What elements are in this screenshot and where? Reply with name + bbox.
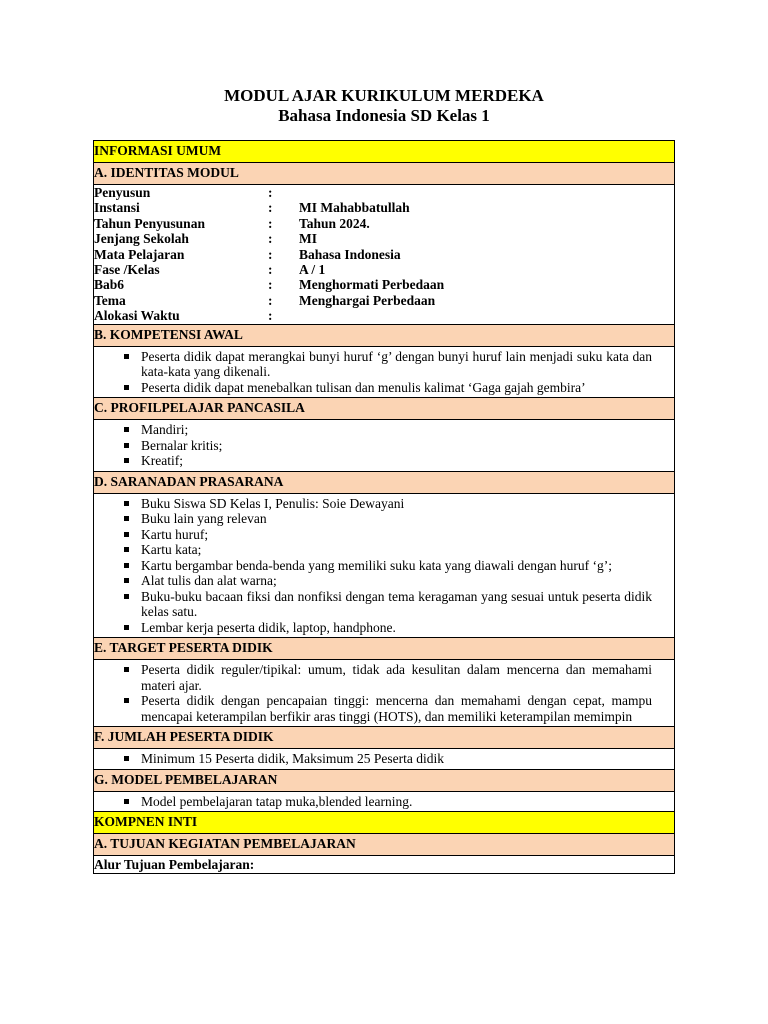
- model-body: [94, 791, 675, 812]
- target-body: [94, 660, 675, 727]
- identitas-label: Bab6: [94, 277, 125, 293]
- jumlah-list: [94, 749, 674, 769]
- title-line-2: Bahasa Indonesia SD Kelas 1: [278, 106, 490, 125]
- identitas-label: Fase /Kelas: [94, 262, 160, 278]
- list-item: Peserta didik dapat menebalkan tulisan dan menulis kalimat ‘Gaga gajah gembira’: [122, 380, 652, 396]
- identitas-row: [94, 308, 674, 323]
- identitas-row: [94, 200, 674, 215]
- model-list: [94, 792, 674, 812]
- title-line-1: MODUL AJAR KURIKULUM MERDEKA: [224, 86, 544, 105]
- identitas-value: [299, 185, 674, 200]
- list-item: Mandiri;: [122, 422, 652, 438]
- identitas-colon: :: [268, 277, 273, 293]
- alur-tujuan-label: Alur Tujuan Pembelajaran:: [94, 856, 675, 874]
- profil-heading: C. PROFILPELAJAR PANCASILA: [94, 398, 675, 420]
- module-table: [93, 140, 675, 874]
- identitas-value: Menghormati Perbedaan: [299, 277, 445, 293]
- identitas-value: MI: [299, 231, 317, 247]
- identitas-body: [94, 185, 675, 325]
- kompetensi-heading: B. KOMPETENSI AWAL: [94, 324, 675, 346]
- identitas-row: [94, 262, 674, 277]
- list-item: Bernalar kritis;: [122, 438, 652, 454]
- identitas-colon: :: [268, 185, 273, 200]
- identitas-label: Tema: [94, 292, 126, 308]
- identitas-row: [94, 293, 674, 308]
- target-list: [94, 660, 674, 726]
- identitas-value: [299, 308, 674, 323]
- list-item: Buku Siswa SD Kelas I, Penulis: Soie Dewayani: [122, 496, 652, 512]
- identitas-heading: A. IDENTITAS MODUL: [94, 163, 675, 185]
- list-item: Lembar kerja peserta didik, laptop, handphone.: [122, 620, 652, 636]
- profil-list: [94, 420, 674, 471]
- identitas-colon: :: [268, 308, 273, 324]
- identitas-value: Menghargai Perbedaan: [299, 292, 436, 308]
- identitas-colon: :: [268, 246, 273, 262]
- list-item: Buku lain yang relevan: [122, 511, 652, 527]
- identitas-colon: :: [268, 262, 273, 278]
- identitas-label: Penyusun: [94, 185, 151, 200]
- sarana-heading: D. SARANADAN PRASARANA: [94, 471, 675, 493]
- list-item: Kartu huruf;: [122, 527, 652, 543]
- kompetensi-list: [94, 347, 674, 398]
- informasi-umum-header: INFORMASI UMUM: [94, 141, 675, 163]
- list-item: Minimum 15 Peserta didik, Maksimum 25 Peserta didik: [122, 751, 652, 767]
- identitas-row: [94, 185, 674, 200]
- sarana-body: [94, 493, 675, 638]
- identitas-row: [94, 277, 674, 292]
- list-item: Kreatif;: [122, 453, 652, 469]
- document-title: [0, 86, 768, 126]
- identitas-colon: :: [268, 215, 273, 231]
- profil-body: [94, 420, 675, 472]
- jumlah-body: [94, 749, 675, 770]
- identitas-value: Bahasa Indonesia: [299, 246, 401, 262]
- identitas-row: [94, 231, 674, 246]
- identitas-colon: :: [268, 231, 273, 247]
- sarana-list: [94, 494, 674, 638]
- identitas-label: Instansi: [94, 200, 140, 216]
- list-item: Alat tulis dan alat warna;: [122, 573, 652, 589]
- list-item: Kartu kata;: [122, 542, 652, 558]
- identitas-colon: :: [268, 200, 273, 216]
- target-heading: E. TARGET PESERTA DIDIK: [94, 638, 675, 660]
- model-heading: G. MODEL PEMBELAJARAN: [94, 769, 675, 791]
- list-item: Buku-buku bacaan fiksi dan nonfiksi dengan tema keragaman yang sesuai untuk peserta didik kelas satu.: [122, 589, 652, 620]
- identitas-row: [94, 247, 674, 262]
- list-item: Kartu bergambar benda-benda yang memiliki suku kata yang diawali dengan huruf ‘g’;: [122, 558, 652, 574]
- identitas-colon: :: [268, 292, 273, 308]
- tujuan-heading: A. TUJUAN KEGIATAN PEMBELAJARAN: [94, 834, 675, 856]
- identitas-row: [94, 216, 674, 231]
- jumlah-heading: F. JUMLAH PESERTA DIDIK: [94, 727, 675, 749]
- identitas-label: Jenjang Sekolah: [94, 231, 189, 247]
- list-item: Peserta didik dengan pencapaian tinggi: mencerna dan memahami dengan cepat, mampu mencapai keterampilan berfikir aras tinggi (HOTS), dan memiliki keterampilan memimpin: [122, 693, 652, 724]
- identitas-label: Alokasi Waktu: [94, 308, 180, 324]
- identitas-label: Tahun Penyusunan: [94, 215, 205, 231]
- identitas-value: MI Mahabbatullah: [299, 200, 410, 216]
- kompetensi-body: [94, 346, 675, 398]
- komponen-inti-header: KOMPNEN INTI: [94, 812, 675, 834]
- list-item: Model pembelajaran tatap muka,blended learning.: [122, 794, 652, 810]
- list-item: Peserta didik reguler/tipikal: umum, tidak ada kesulitan dalam mencerna dan memahami materi ajar.: [122, 662, 652, 693]
- identitas-value: Tahun 2024.: [299, 215, 370, 231]
- list-item: Peserta didik dapat merangkai bunyi huruf ‘g’ dengan bunyi huruf lain menjadi suku kata dan kata-kata yang dikenali.: [122, 349, 652, 380]
- identitas-value: A / 1: [299, 262, 326, 278]
- identitas-label: Mata Pelajaran: [94, 246, 185, 262]
